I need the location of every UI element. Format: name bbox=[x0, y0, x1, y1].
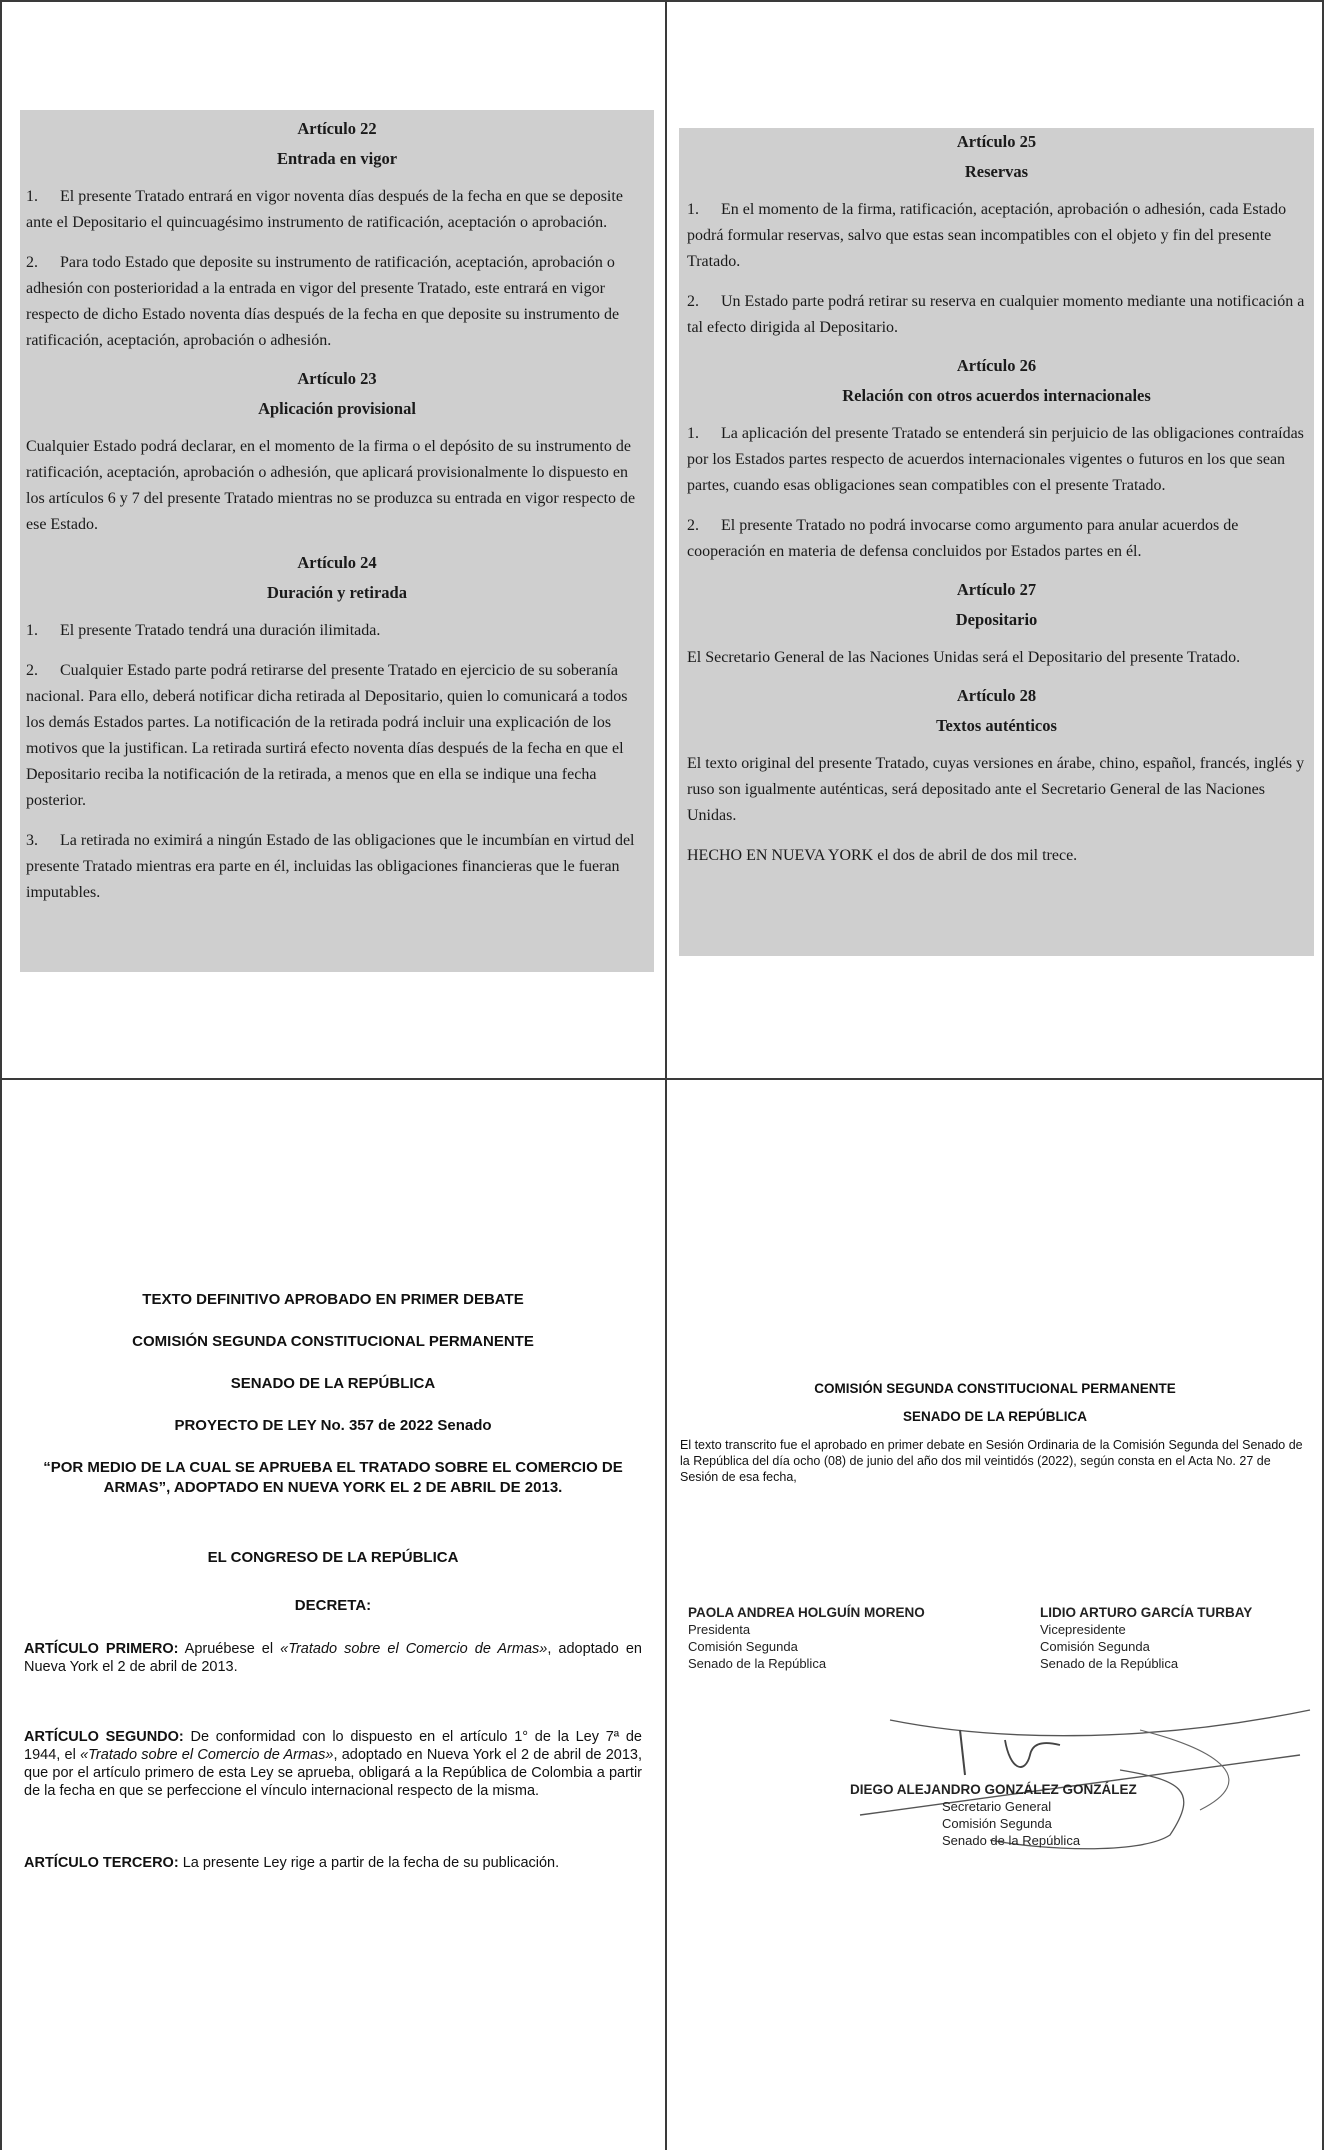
article-25-subtitle: Reservas bbox=[964, 162, 1029, 181]
article-25-paragraph-2: 2. Un Estado parte podrá retirar su reserva en cualquier momento mediante una notificación a tal efecto dirigida al Depositario. bbox=[687, 293, 1305, 336]
article-primero: ARTÍCULO PRIMERO: Apruébese el «Tratado sobre el Comercio de Armas», adoptado en Nueva York el 2 de abril de 2013. bbox=[24, 1641, 643, 1675]
article-28-paragraph: El texto original del presente Tratado, cuyas versiones en árabe, chino, español, francés, inglés y ruso son igualmente auténticas, será depositado ante el Secretario General de las Naciones Unidas. bbox=[687, 755, 1305, 824]
heading-comision-segunda: COMISIÓN SEGUNDA CONSTITUCIONAL PERMANENTE bbox=[814, 1381, 1176, 1396]
heading-decreta: DECRETA: bbox=[294, 1597, 372, 1614]
article-24-paragraph-2: 2. Cualquier Estado parte podrá retirarse del presente Tratado en ejercicio de su soberanía nacional. Para ello, deberá notificar dicha retirada al Depositario, quien lo comunicará a todos los demás Estados partes. La notificación de la retirada podrá incluir una explicación de los motivos que la justifican. La retirada surtirá efecto noventa días después de la fecha en que el Depositario reciba la notificación de la retirada, a menos que en ella se indique una fecha posterior. bbox=[26, 662, 628, 809]
signer-name: LIDIO ARTURO GARCÍA TURBAY bbox=[1040, 1605, 1253, 1620]
article-26-paragraph-1: 1. La aplicación del presente Tratado se entenderá sin perjuicio de las obligaciones contraídas por los Estados partes respecto de acuerdos internacionales vigentes o futuros en los que sean partes, cuando esas obligaciones sean compatibles con el presente Tratado. bbox=[687, 425, 1304, 494]
signer-role: Secretario General bbox=[942, 1799, 1052, 1814]
article-22-paragraph-1: 1. El presente Tratado entrará en vigor noventa días después de la fecha en que se deposite ante el Depositario el quincuagésimo instrumento de ratificación, aceptación o aprobación. bbox=[26, 188, 623, 231]
article-23-subtitle: Aplicación provisional bbox=[258, 399, 416, 418]
divider-horizontal-middle bbox=[0, 1078, 1324, 1080]
signer-name: PAOLA ANDREA HOLGUÍN MORENO bbox=[688, 1605, 925, 1620]
article-23-title: Artículo 23 bbox=[297, 369, 377, 388]
signature-secretario bbox=[850, 1781, 1137, 1849]
heading-senado: SENADO DE LA REPÚBLICA bbox=[230, 1375, 436, 1392]
article-23-paragraph: Cualquier Estado podrá declarar, en el momento de la firma o el depósito de su instrumento de ratificación, aceptación, aprobación o adhesión, que aplicará provisionalmente lo dispuesto en los artículos 6 y 7 del presente Tratado mientras no se produzca su entrada en vigor respecto de ese Estado. bbox=[26, 438, 636, 533]
scanned-page-articles-25-28 bbox=[679, 128, 1314, 956]
article-24-title: Artículo 24 bbox=[297, 553, 377, 572]
article-28-subtitle: Textos auténticos bbox=[936, 716, 1057, 735]
article-segundo: ARTÍCULO SEGUNDO: De conformidad con lo dispuesto en el artículo 1° de la Ley 7ª de 1944, el «Tratado sobre el Comercio de Armas», adoptado en Nueva York el 2 de abril de 2013, que por el artículo primero de esta Ley se aprueba, obligará a la República de Colombia a partir de la fecha en que se perfeccione el vínculo internacional respecto de la misma. bbox=[24, 1729, 642, 1799]
article-26-title: Artículo 26 bbox=[956, 356, 1037, 375]
heading-texto-definitivo: TEXTO DEFINITIVO APROBADO EN PRIMER DEBATE bbox=[142, 1291, 524, 1308]
article-27-subtitle: Depositario bbox=[955, 610, 1038, 629]
article-tercero: ARTÍCULO TERCERO: La presente Ley rige a partir de la fecha de su publicación. bbox=[24, 1855, 560, 1871]
heading-proyecto-de-ley: PROYECTO DE LEY No. 357 de 2022 Senado bbox=[174, 1417, 492, 1434]
signer-role: Presidenta bbox=[688, 1622, 751, 1637]
scanned-page-articles-22-24 bbox=[20, 110, 654, 972]
signer-committee: Comisión Segunda bbox=[1040, 1639, 1150, 1654]
signer-institution: Senado de la República bbox=[942, 1833, 1081, 1848]
signer-committee: Comisión Segunda bbox=[942, 1816, 1052, 1831]
signer-institution: Senado de la República bbox=[688, 1656, 827, 1671]
signer-committee: Comisión Segunda bbox=[688, 1639, 798, 1654]
approval-page bbox=[680, 1379, 1310, 1485]
divider-vertical-center bbox=[665, 0, 667, 2150]
signer-institution: Senado de la República bbox=[1040, 1656, 1179, 1671]
article-24-paragraph-3: 3. La retirada no eximirá a ningún Estado de las obligaciones que le incumbían en virtud del presente Tratado mientras era parte en él, incluidas las obligaciones financieras que le fueran imputables. bbox=[26, 832, 635, 901]
article-22-subtitle: Entrada en vigor bbox=[276, 149, 398, 168]
closing-statement: HECHO EN NUEVA YORK el dos de abril de dos mil trece. bbox=[687, 847, 1078, 864]
signature-vicepresidente bbox=[1040, 1604, 1252, 1672]
divider-horizontal-top bbox=[0, 0, 1324, 2]
article-22-paragraph-2: 2. Para todo Estado que deposite su instrumento de ratificación, aceptación, aprobación o adhesión con posterioridad a la entrada en vigor del presente Tratado, este entrará en vigor respecto de dicho Estado noventa días después de la fecha en que deposite su instrumento de ratificación, aceptación, aprobación o adhesión. bbox=[26, 254, 620, 349]
heading-comision: COMISIÓN SEGUNDA CONSTITUCIONAL PERMANENTE bbox=[132, 1333, 534, 1350]
divider-vertical-left bbox=[0, 0, 2, 2150]
signer-role: Vicepresidente bbox=[1040, 1622, 1126, 1637]
article-24-subtitle: Duración y retirada bbox=[267, 583, 407, 602]
heading-congreso: EL CONGRESO DE LA REPÚBLICA bbox=[207, 1549, 459, 1566]
article-27-title: Artículo 27 bbox=[956, 580, 1037, 599]
article-28-title: Artículo 28 bbox=[956, 686, 1037, 705]
law-text-page bbox=[24, 1290, 642, 1872]
signer-name: DIEGO ALEJANDRO GONZÁLEZ GONZÁLEZ bbox=[850, 1782, 1137, 1797]
article-25-paragraph-1: 1. En el momento de la firma, ratificación, aceptación, aprobación o adhesión, cada Estado podrá formular reservas, salvo que estas sean incompatibles con el objeto y fin del presente Tratado. bbox=[687, 201, 1287, 270]
law-title: “POR MEDIO DE LA CUAL SE APRUEBA EL TRATADO SOBRE EL COMERCIO DE ARMAS”, ADOPTADO EN NUEVA YORK EL 2 DE ABRIL DE 2013. bbox=[43, 1459, 623, 1496]
article-25-title: Artículo 25 bbox=[956, 132, 1037, 151]
article-24-paragraph-1: 1. El presente Tratado tendrá una duración ilimitada. bbox=[26, 622, 381, 639]
signature-presidenta bbox=[688, 1604, 925, 1672]
approval-statement: El texto transcrito fue el aprobado en primer debate en Sesión Ordinaria de la Comisión Segunda del Senado de la República del día ocho (08) de junio del año dos mil veintidós (2022), según consta en el Acta No. 27 de Sesión de esa fecha, bbox=[680, 1438, 1303, 1484]
article-22-title: Artículo 22 bbox=[297, 119, 377, 138]
article-26-paragraph-2: 2. El presente Tratado no podrá invocarse como argumento para anular acuerdos de cooperación en materia de defensa concluidos por Estados partes en él. bbox=[687, 517, 1239, 560]
article-27-paragraph: El Secretario General de las Naciones Unidas será el Depositario del presente Tratado. bbox=[687, 649, 1241, 666]
heading-senado-republica: SENADO DE LA REPÚBLICA bbox=[902, 1409, 1087, 1424]
article-26-subtitle: Relación con otros acuerdos internacionales bbox=[842, 386, 1151, 405]
